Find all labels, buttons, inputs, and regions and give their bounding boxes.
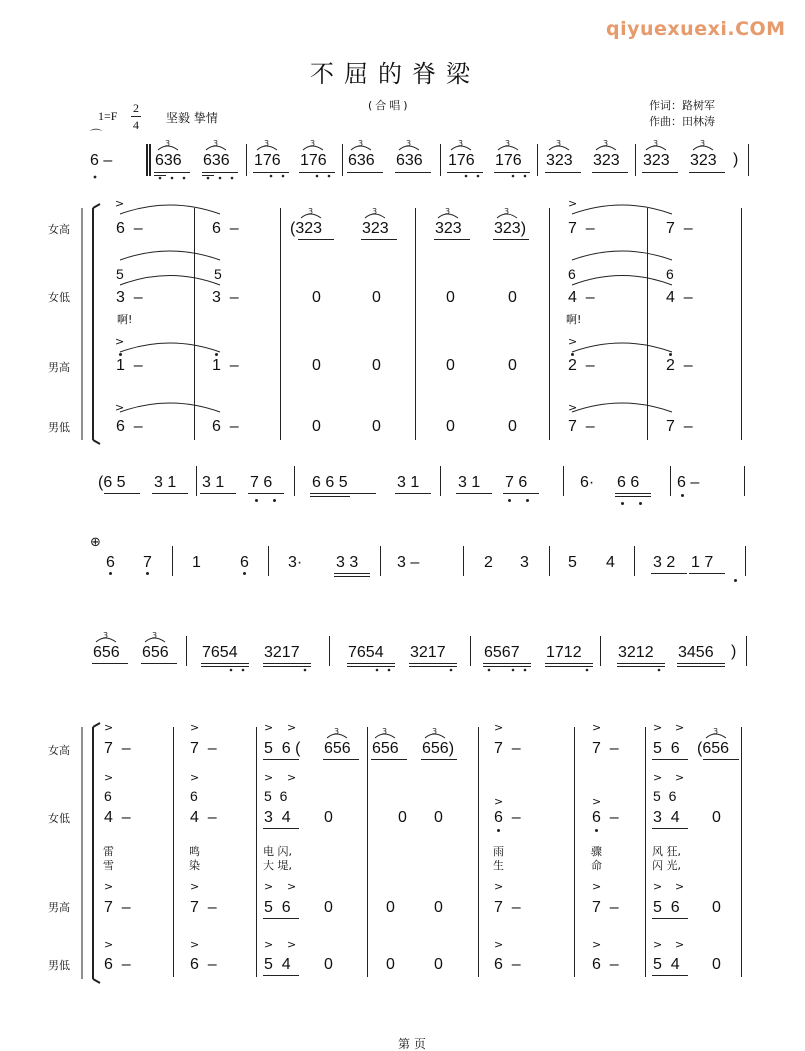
- note: 2: [484, 554, 493, 571]
- note: 5 6: [264, 899, 291, 916]
- note: 323: [362, 220, 389, 237]
- note: 6 6: [617, 474, 640, 491]
- note: 7 –: [666, 418, 693, 435]
- note: 6·: [580, 474, 595, 491]
- lyric: 啊!: [566, 313, 582, 326]
- note: 6 –: [90, 152, 113, 169]
- barline: [196, 466, 197, 496]
- barline: [634, 546, 635, 576]
- note: 5 6: [264, 788, 288, 804]
- note: 6 6 5: [312, 474, 348, 491]
- note: 636: [203, 152, 230, 169]
- note: 6: [106, 554, 115, 571]
- note: 0: [324, 956, 333, 973]
- note: 0: [712, 809, 721, 826]
- svg-text:3: 3: [165, 139, 171, 148]
- note: 636: [348, 152, 375, 169]
- part-label-bass: 男低: [48, 959, 70, 972]
- note: (323: [290, 220, 323, 237]
- barline: [342, 144, 343, 176]
- note: 6 –: [190, 956, 217, 973]
- note: 323: [643, 152, 670, 169]
- composer-credit: 作曲：田林涛: [649, 115, 715, 128]
- note: 176: [495, 152, 522, 169]
- note: 656): [422, 740, 455, 757]
- part-label-tenor: 男高: [48, 901, 70, 914]
- lyric: 雨: [493, 845, 504, 858]
- svg-text:3: 3: [213, 139, 219, 148]
- note: 6 –: [116, 220, 143, 237]
- note: 3 2: [653, 554, 676, 571]
- note: 3 1: [154, 474, 177, 491]
- note: 0: [446, 289, 455, 306]
- fermata-mark: ⌒: [90, 128, 103, 142]
- note: 6: [666, 266, 674, 282]
- note: 323: [690, 152, 717, 169]
- note: 636: [155, 152, 182, 169]
- note: 7 –: [666, 220, 693, 237]
- note: 0: [324, 809, 333, 826]
- barline: [746, 636, 747, 666]
- note: 0: [372, 418, 381, 435]
- svg-text:3: 3: [653, 139, 659, 148]
- note: 5 4: [264, 956, 291, 973]
- note: 6 –: [104, 956, 131, 973]
- part-label-soprano: 女高: [48, 223, 70, 236]
- note: 5: [116, 266, 124, 282]
- note: 636: [396, 152, 423, 169]
- lyric: 电 闪,: [263, 845, 292, 858]
- lyricist-credit: 作词：路树军: [649, 99, 715, 112]
- barline: [280, 208, 281, 440]
- coda-sign: ⊕: [90, 535, 101, 550]
- tempo-marking: 坚毅 挚情: [166, 111, 218, 125]
- svg-text:3: 3: [152, 631, 158, 640]
- note: 656: [372, 740, 399, 757]
- svg-text:3: 3: [308, 207, 314, 216]
- barline: [478, 727, 479, 977]
- note: 4 –: [568, 289, 595, 306]
- barline: [186, 636, 187, 666]
- barline: [415, 208, 416, 440]
- note: 7654: [202, 644, 238, 661]
- barline: [173, 727, 174, 977]
- note: 3 –: [397, 554, 420, 571]
- barline: [149, 144, 151, 176]
- note: 0: [386, 956, 395, 973]
- note: 5: [214, 266, 222, 282]
- note: 3 3: [336, 554, 359, 571]
- lyric: 鸣: [189, 845, 200, 858]
- note: 6: [190, 788, 198, 804]
- note: 176: [300, 152, 327, 169]
- note: 3217: [264, 644, 300, 661]
- note: 0: [508, 357, 517, 374]
- svg-text:3: 3: [458, 139, 464, 148]
- part-label-tenor: 男高: [48, 361, 70, 374]
- note: 323: [546, 152, 573, 169]
- note: 323: [593, 152, 620, 169]
- svg-text:3: 3: [372, 207, 378, 216]
- note: 7 –: [592, 740, 619, 757]
- barline: [741, 208, 742, 440]
- note: 7 –: [494, 899, 521, 916]
- note: 5 6 (: [264, 740, 301, 757]
- lyric: 啊!: [117, 313, 133, 326]
- svg-text:3: 3: [700, 139, 706, 148]
- svg-text:3: 3: [103, 631, 109, 640]
- note: 6: [568, 266, 576, 282]
- note: 7 –: [568, 418, 595, 435]
- barline: [367, 727, 368, 977]
- note: 1712: [546, 644, 582, 661]
- note: 4 –: [104, 809, 131, 826]
- note: 7 –: [568, 220, 595, 237]
- barline: [741, 727, 742, 977]
- note: 3: [520, 554, 529, 571]
- barline: [470, 636, 471, 666]
- svg-text:3: 3: [603, 139, 609, 148]
- lyric: 雷: [103, 845, 114, 858]
- part-label-alto: 女低: [48, 812, 70, 825]
- lyric: 染: [189, 859, 200, 872]
- note: 0: [508, 289, 517, 306]
- note: 3 1: [397, 474, 420, 491]
- note: 6: [104, 788, 112, 804]
- lyric: 大 堤,: [263, 859, 292, 872]
- barline: [440, 144, 441, 176]
- note: 3 –: [212, 289, 239, 306]
- barline: [635, 144, 636, 176]
- barline: [574, 727, 575, 977]
- note: 5 4: [653, 956, 680, 973]
- note: 7 –: [494, 740, 521, 757]
- barline: [745, 546, 746, 576]
- svg-text:3: 3: [445, 207, 451, 216]
- svg-text:3: 3: [432, 727, 438, 736]
- barline: [647, 208, 648, 440]
- note: 656: [93, 644, 120, 661]
- part-label-alto: 女低: [48, 291, 70, 304]
- note: 6 –: [212, 418, 239, 435]
- note: 0: [446, 418, 455, 435]
- time-signature-line: [131, 116, 141, 117]
- barline: [463, 546, 464, 576]
- barline: [256, 727, 257, 977]
- lyric: 骤: [591, 845, 602, 858]
- lyric: 命: [591, 859, 602, 872]
- note: 1 7: [691, 554, 714, 571]
- barline: [549, 546, 550, 576]
- note: 0: [372, 289, 381, 306]
- note: 6 –: [116, 418, 143, 435]
- note: 656: [324, 740, 351, 757]
- note: 176: [448, 152, 475, 169]
- svg-text:3: 3: [382, 727, 388, 736]
- barline: [246, 144, 247, 176]
- barline: [172, 546, 173, 576]
- note: 6567: [484, 644, 520, 661]
- note: 6 –: [592, 956, 619, 973]
- lyric: 生: [493, 859, 504, 872]
- note: 6 –: [677, 474, 700, 491]
- time-signature-top: 2: [133, 101, 139, 115]
- note: 4 –: [190, 809, 217, 826]
- note: 0: [324, 899, 333, 916]
- note: 3 4: [653, 809, 680, 826]
- barline: [600, 636, 601, 666]
- note: 5 6: [653, 899, 680, 916]
- note: 0: [434, 956, 443, 973]
- note: 6: [240, 554, 249, 571]
- note: 3 1: [458, 474, 481, 491]
- note: 7654: [348, 644, 384, 661]
- note: 0: [434, 809, 443, 826]
- note: 0: [312, 357, 321, 374]
- note: 0: [508, 418, 517, 435]
- barline: [645, 727, 646, 977]
- svg-text:3: 3: [505, 139, 511, 148]
- barline: [549, 208, 550, 440]
- barline: [563, 466, 564, 496]
- time-signature-bottom: 4: [133, 118, 139, 132]
- note: 2 –: [666, 357, 693, 374]
- note: 656: [142, 644, 169, 661]
- note: 3212: [618, 644, 654, 661]
- svg-text:3: 3: [504, 207, 510, 216]
- note: (656: [697, 740, 730, 757]
- svg-text:3: 3: [310, 139, 316, 148]
- note: 1 –: [212, 357, 239, 374]
- note: 7 –: [190, 740, 217, 757]
- barline: [537, 144, 538, 176]
- note: 1: [192, 554, 201, 571]
- svg-text:3: 3: [264, 139, 270, 148]
- barline: [744, 466, 745, 496]
- note: 6 –: [494, 956, 521, 973]
- note: 3456: [678, 644, 714, 661]
- note: 0: [446, 357, 455, 374]
- barline: [294, 466, 295, 496]
- note: 6 –: [494, 809, 521, 826]
- note: 3 1: [202, 474, 225, 491]
- note: 3·: [288, 554, 303, 571]
- note: 0: [312, 289, 321, 306]
- note: 7 6: [505, 474, 528, 491]
- subtitle: (合唱): [368, 99, 411, 112]
- note: 7 6: [250, 474, 273, 491]
- barline: [440, 466, 441, 496]
- svg-text:3: 3: [406, 139, 412, 148]
- note: ): [731, 643, 737, 660]
- lyric: 风 狂,: [652, 845, 681, 858]
- note: 323): [494, 220, 527, 237]
- note: 5 6: [653, 788, 677, 804]
- note: 7 –: [104, 740, 131, 757]
- barline: [670, 466, 671, 496]
- note: 6 –: [592, 809, 619, 826]
- barline: [146, 144, 148, 176]
- key-signature: 1=F: [98, 109, 118, 123]
- note: 7 –: [190, 899, 217, 916]
- note: 7 –: [592, 899, 619, 916]
- lyric: 闪 光,: [652, 859, 681, 872]
- note: 0: [434, 899, 443, 916]
- part-label-soprano: 女高: [48, 744, 70, 757]
- svg-text:3: 3: [358, 139, 364, 148]
- note: 5 6: [653, 740, 680, 757]
- note: 4 –: [666, 289, 693, 306]
- barline: [194, 208, 195, 440]
- svg-text:3: 3: [556, 139, 562, 148]
- note: 0: [712, 899, 721, 916]
- note: 0: [386, 899, 395, 916]
- barline: [329, 636, 330, 666]
- note: 0: [398, 809, 407, 826]
- note: 3 –: [116, 289, 143, 306]
- note: 1 –: [116, 357, 143, 374]
- svg-text:3: 3: [713, 727, 719, 736]
- note: 6 –: [212, 220, 239, 237]
- note: 0: [312, 418, 321, 435]
- note: 3 4: [264, 809, 291, 826]
- song-title: 不屈的脊梁: [310, 60, 480, 88]
- note: 5: [568, 554, 577, 571]
- page-footer: 第 页: [398, 1037, 426, 1051]
- svg-text:3: 3: [334, 727, 340, 736]
- note: 0: [712, 956, 721, 973]
- barline: [748, 144, 749, 176]
- barline: [380, 546, 381, 576]
- note: 7 –: [104, 899, 131, 916]
- note: 176: [254, 152, 281, 169]
- barline: [268, 546, 269, 576]
- note: 323: [435, 220, 462, 237]
- note: (6 5: [98, 474, 126, 491]
- note: 3217: [410, 644, 446, 661]
- part-label-bass: 男低: [48, 421, 70, 434]
- note: ): [733, 151, 739, 168]
- watermark: qiyuexuexi.COM: [606, 18, 786, 40]
- note: 2 –: [568, 357, 595, 374]
- note: 7: [143, 554, 152, 571]
- lyric: 雪: [103, 859, 114, 872]
- note: 4: [606, 554, 615, 571]
- note: 0: [372, 357, 381, 374]
